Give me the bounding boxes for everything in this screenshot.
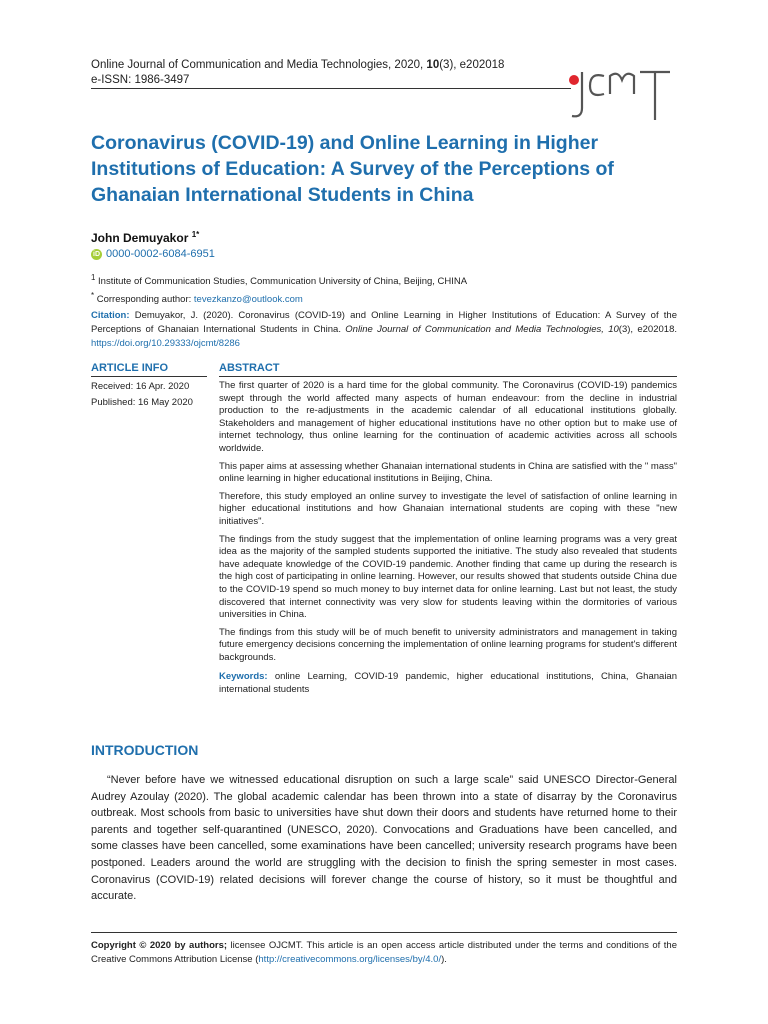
citation-label: Citation:	[91, 310, 130, 321]
abstract-paragraph: The findings from this study will be of much benefit to university administrators and management in taking future emergency decisions concerning the implementation of online learning programs for student's different backgrounds.	[219, 626, 677, 663]
footer-divider	[91, 932, 677, 933]
license-link[interactable]: http://creativecommons.org/licenses/by/4.0/	[258, 953, 442, 965]
journal-issn: e-ISSN: 1986-3497	[91, 74, 190, 86]
journal-logo	[560, 50, 680, 122]
affiliations	[91, 271, 467, 307]
abstract-paragraph: This paper aims at assessing whether Ghanaian international students in China are satisfied with the " mass" online learning in higher educational institutions in Beijing, China.	[219, 460, 677, 485]
introduction-heading: INTRODUCTION	[91, 742, 199, 758]
published-date: Published: 16 May 2020	[91, 397, 193, 408]
header-divider	[91, 88, 571, 89]
journal-name: Online Journal of Communication and Media Technologies, 2020,	[91, 59, 427, 71]
abstract-paragraph: The findings from the study suggest that the implementation of online learning programs was a very great idea as the majority of the sampled students supported the initiative. The study also revealed that students have adequate knowledge of the COVID-19 pandemic. Another finding that came up during the research is the high cost of participating in online learning. However, our results showed that students outside China due to the COVID-19 spend so much money to buy internet data for online learning. Last but not least, the study discovered that internet connectivity was very slow for students leaving within the dormitories of various universities in China.	[219, 533, 677, 621]
article-info-divider	[91, 376, 207, 377]
copyright-notice: Copyright © 2020 by authors; licensee OJCMT. This article is an open access article distributed under the terms and conditions of the Creative Commons Attribution License (http://creativecommons.org/licenses/by/4.0/).	[91, 940, 677, 965]
keywords: Keywords: online Learning, COVID-19 pandemic, higher educational institutions, China, Ghanaian international students	[219, 671, 677, 696]
journal-issue: (3), e202018	[439, 59, 505, 71]
citation-journal: Online Journal of Communication and Media Technologies, 10	[345, 324, 619, 335]
journal-header	[91, 58, 504, 88]
copyright-label: Copyright © 2020 by authors;	[91, 940, 228, 951]
keywords-label: Keywords:	[219, 671, 268, 683]
author-name: John Demuyakor $^{1*}$	[91, 230, 200, 245]
received-date: Received: 16 Apr. 2020	[91, 381, 190, 392]
paper-title: Coronavirus (COVID-19) and Online Learning in Higher Institutions of Education: A Survey of the Perceptions of Ghanaian International Students in China	[91, 132, 614, 206]
article-info-heading: ARTICLE INFO	[91, 362, 168, 374]
journal-volume: 10	[426, 59, 440, 71]
orcid-link[interactable]	[91, 248, 215, 260]
abstract-divider	[219, 376, 677, 377]
introduction-paragraph: “Never before have we witnessed educational disruption on such a large scale” said UNESCO Director-General Audrey Azoulay (2020). The global academic calendar has been thrown into a state of disarray by the Coronavirus outbreak. Most schools from basic to universities have shut down their doors and students have returned home to their parents and together self-quarantined (UNESCO, 2020). Convocations and Graduations have been cancelled, and some classes have been cancelled, some examinations have been cancelled; university research programs have been postponed. Leaders around the world are struggling with the decision to finish the spring semester in most cases. Coronavirus (COVID-19) related decisions will forever change the course of history, so it must be thoughtful and accurate.	[91, 774, 677, 903]
abstract-paragraph: Therefore, this study employed an online survey to investigate the level of satisfaction of online learning in higher educational institutions and how Ghanaian international students are coping with these "new initiatives".	[219, 490, 677, 527]
affiliation-1: $^1$ Institute of Communication Studies, Communication University of China, Beijing, CHINA	[91, 273, 468, 288]
abstract-body	[219, 380, 677, 702]
orcid-id[interactable]: 0000-0002-6084-6951	[106, 248, 215, 260]
orcid-icon: iD	[93, 250, 100, 258]
citation: Citation: Demuyakor, J. (2020). Coronavirus (COVID-19) and Online Learning in Higher Institutions of Education: A Survey of the Perceptions of Ghanaian International Students in China. Online Journal of Communication and Media Technologies, 10(3), e202018. https://doi.org/10.29333/ojcmt/8286	[91, 310, 677, 349]
doi-link[interactable]: https://doi.org/10.29333/ojcmt/8286	[91, 338, 240, 349]
abstract-heading: ABSTRACT	[219, 362, 280, 374]
corresponding-email-link[interactable]: tevezkanzo@outlook.com	[193, 294, 303, 306]
corresponding-author: * Corresponding author: tevezkanzo@outlook.com	[91, 291, 303, 306]
abstract-paragraph: The first quarter of 2020 is a hard time for the global community. The Coronavirus (COVID-19) pandemics swept through the world affected many aspects of human endeavour: from the decline in industrial production to the re-adjustments in the academic calendar of all educational institutions globally. Stakeholders and management of higher educational institutions have no other option but to make use of internet technology, thus online learning for the continuation of academic activities across all schools worldwide.	[219, 380, 677, 454]
article-info	[91, 380, 193, 412]
